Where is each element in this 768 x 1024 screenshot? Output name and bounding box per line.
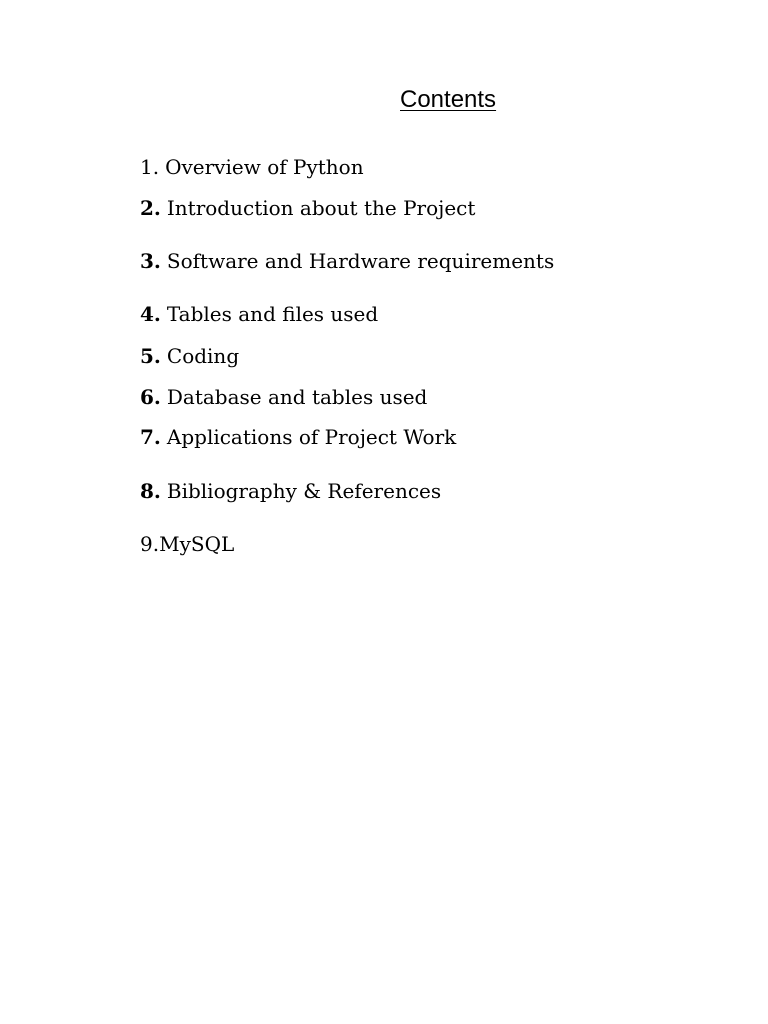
toc-item-number: 8.: [140, 479, 161, 503]
toc-item-number: 4.: [140, 302, 161, 326]
toc-item: [140, 387, 427, 407]
toc-item-label: Coding: [166, 344, 240, 368]
page-title: Contents: [400, 86, 497, 113]
toc-item-number: 7.: [140, 425, 161, 449]
toc-item-label: Software and Hardware requirements: [166, 249, 555, 273]
toc-item-number: 1.: [140, 155, 160, 179]
toc-item-number: 9.: [140, 532, 160, 556]
toc-item-number: 6.: [140, 385, 161, 409]
toc-item-label: Database and tables used: [166, 385, 428, 409]
toc-item-number: 2.: [140, 196, 161, 220]
toc-item-number: 5.: [140, 344, 161, 368]
toc-item: [140, 304, 378, 324]
toc-item: [140, 198, 475, 218]
toc-item-label: Tables and files used: [166, 302, 379, 326]
toc-item-label: Overview of Python: [165, 155, 364, 179]
toc-item: [140, 534, 234, 554]
toc-item-number: 3.: [140, 249, 161, 273]
toc-item: [140, 251, 554, 271]
toc-item-label: Bibliography & References: [166, 479, 442, 503]
toc-item: [140, 481, 441, 501]
toc-item-label: MySQL: [159, 532, 235, 556]
toc-item-label: Applications of Project Work: [166, 425, 457, 449]
toc-item-label: Introduction about the Project: [166, 196, 476, 220]
toc-item: [140, 427, 456, 447]
toc-item: [140, 346, 239, 366]
toc-item: [140, 157, 364, 177]
